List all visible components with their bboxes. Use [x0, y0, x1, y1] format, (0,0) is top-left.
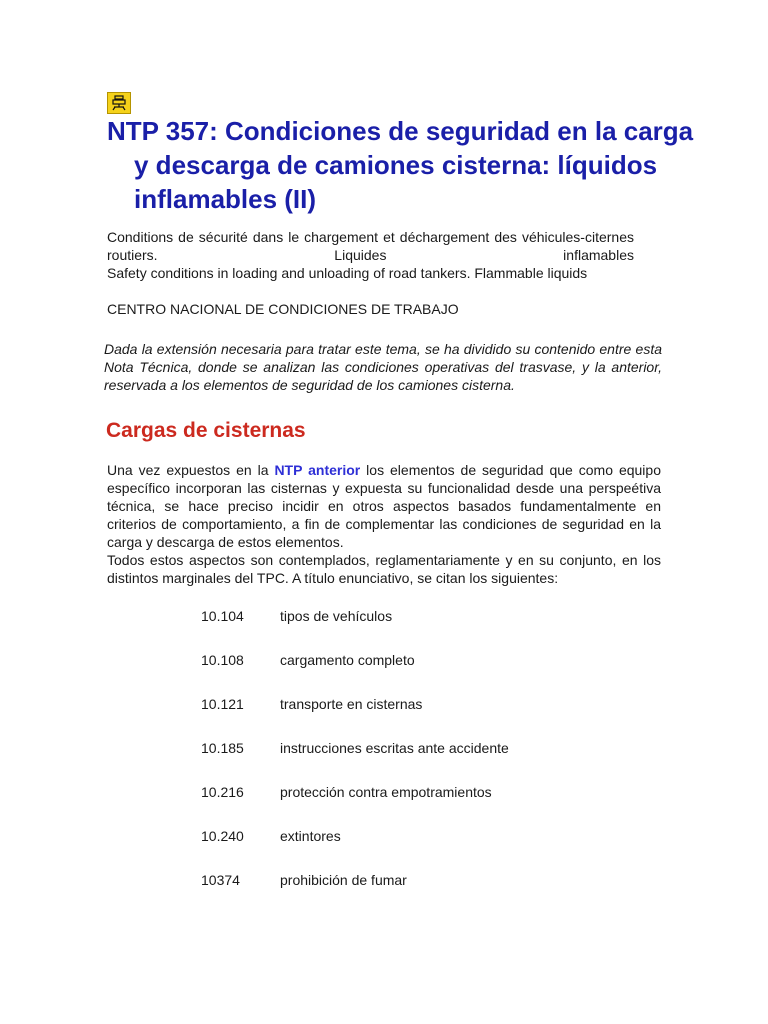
section-body	[107, 461, 661, 587]
list-item	[201, 739, 509, 783]
marginal-code: 10.121	[201, 696, 244, 712]
body-paragraph-2: Todos estos aspectos son contemplados, reglamentariamente y en su conjunto, en los distintos marginales del TPC. A título enunciativo, se citan los siguientes:	[107, 552, 661, 586]
ntp-anterior-link[interactable]: NTP anterior	[274, 462, 361, 478]
marginal-description: transporte en cisternas	[280, 696, 423, 712]
marginals-list	[201, 607, 509, 915]
page-title: NTP 357: Condiciones de seguridad en la carga y descarga de camiones cisterna: líquidos inflamables (II)	[107, 116, 694, 214]
marginal-description: protección contra empotramientos	[280, 784, 492, 800]
marginal-code: 10374	[201, 872, 240, 888]
list-item	[201, 783, 509, 827]
list-item	[201, 607, 509, 651]
marginal-code: 10.108	[201, 652, 244, 668]
paragraph-1-start: Una vez expuestos en la	[107, 462, 275, 478]
ntp-logo-icon	[107, 92, 131, 114]
marginal-description: extintores	[280, 828, 341, 844]
marginal-code: 10.185	[201, 740, 244, 756]
marginal-description: prohibición de fumar	[280, 872, 407, 888]
subtitles	[107, 228, 634, 282]
subtitle-english: Safety conditions in loading and unloading of road tankers. Flammable liquids	[107, 265, 588, 281]
list-item	[201, 871, 509, 915]
list-item	[201, 695, 509, 739]
paragraph-1-end: los elementos de seguridad que como equipo específico incorporan las cisternas y expuesta su funcionalidad desde una perspeétiva técnica, se hace preciso incidir en otros aspectos basados fundamentalmente en criterios de comportamiento, a fin de complementar las condiciones de seguridad en la carga y descarga de estos elementos.	[107, 462, 661, 550]
intro-paragraph: Dada la extensión necesaria para tratar este tema, se ha dividido su contenido entre esta Nota Técnica, donde se analizan las condiciones operativas del trasvase, y la anterior, reservada a los elementos de seguridad de los camiones cisterna.	[104, 341, 662, 393]
marginal-description: tipos de vehículos	[280, 608, 393, 624]
marginal-code: 10.240	[201, 828, 244, 844]
list-item	[201, 651, 509, 695]
organization-name: CENTRO NACIONAL DE CONDICIONES DE TRABAJO	[107, 301, 459, 317]
subtitle-french: Conditions de sécurité dans le chargement et déchargement des véhicules-citernes routiers. Liquides inflamables	[107, 229, 634, 263]
section-heading: Cargas de cisternas	[106, 419, 306, 442]
body-paragraph-1	[107, 461, 661, 551]
marginal-description: cargamento completo	[280, 652, 415, 668]
marginal-code: 10.104	[201, 608, 244, 624]
marginal-description: instrucciones escritas ante accidente	[280, 740, 509, 756]
marginal-code: 10.216	[201, 784, 244, 800]
list-item	[201, 827, 509, 871]
